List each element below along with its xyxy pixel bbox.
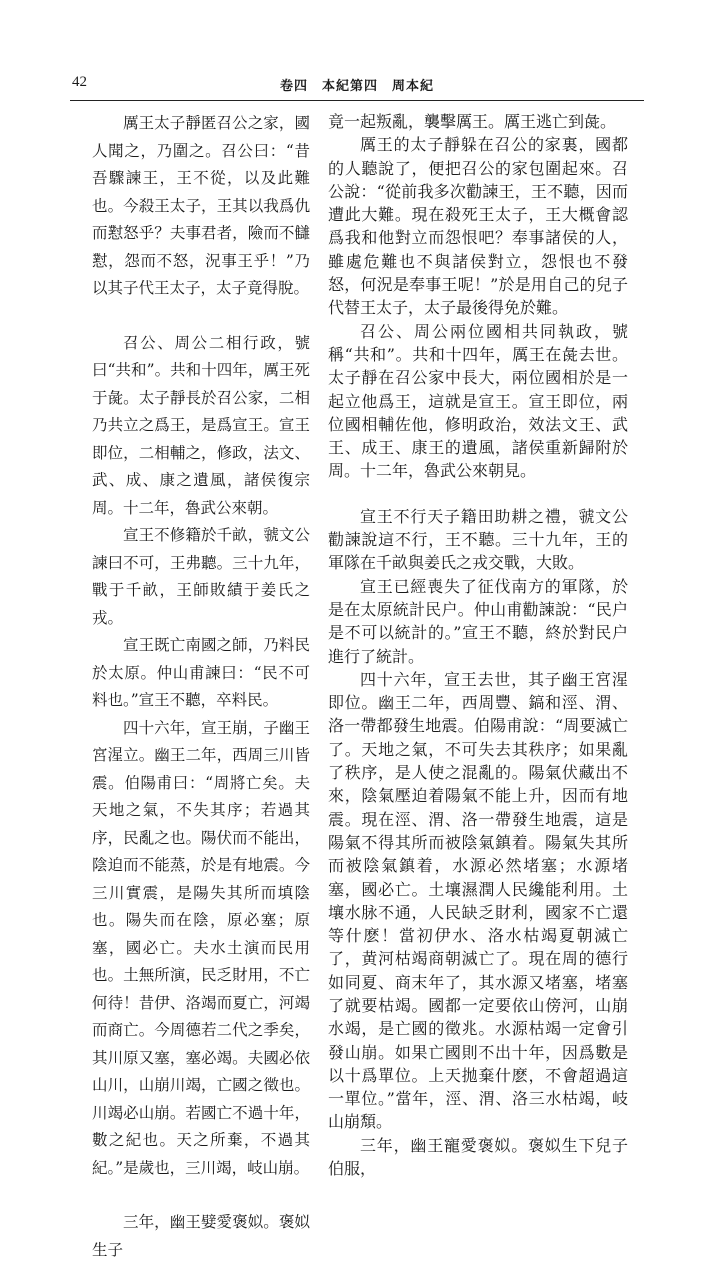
classical-paragraph: 厲王太子靜匿召公之家，國人聞之，乃圍之。召公曰：“昔吾驟諫王，王不從，以及此難也。今殺王太子，王其以我爲仇而懟怒乎？夫事君者，險而不讎懟，怨而不怒，況事王乎！”乃以其子代王太子，太子竟得脫。	[92, 114, 310, 297]
running-head: 卷四 本紀第四 周本紀	[280, 79, 435, 94]
translation-paragraph: 召公、周公兩位國相共同執政，號稱“共和”。共和十四年，厲王在彘去世。太子靜在召公家中長大，兩位國相於是一起立他爲王，這就是宣王。宣王即位，兩位國相輔佐他，修明政治，效法文王、武王、成王、康王的遺風，諸侯重新歸附於周。十二年，魯武公來朝見。	[328, 321, 628, 481]
classical-text-column	[92, 110, 310, 1264]
classical-paragraph: 召公、周公二相行政，號曰“共和”。共和十四年，厲王死于彘。太子靜長於召公家，二相乃共立之爲王，是爲宣王。宣王即位，二相輔之，修政，法文、武、成、康之遺風，諸侯復宗周。十二年，魯武公來朝。	[92, 333, 310, 517]
translation-paragraph: 宣王已經喪失了征伐南方的軍隊，於是在太原統計民户。仲山甫勸諫說：“民户是不可以統計的。”宣王不聽，終於對民户進行了統計。	[328, 576, 628, 666]
translation-column	[328, 110, 628, 1180]
section-gap	[328, 483, 628, 505]
translation-paragraph: 厲王的太子靜躲在召公的家裏，國都的人聽說了，便把召公的家包圍起來。召公說：“從前我多次勸諫王，王不聽，因而遭此大難。現在殺死王太子，王大概會認爲我和他對立而怨恨吧？奉事諸侯的人，雖處危難也不與諸侯對立，怨恨也不發怒，何況是奉事王呢！”於是用自己的兒子代替王太子，太子最後得免於難。	[328, 135, 628, 318]
classical-paragraph: 四十六年，宣王崩，子幽王宮湦立。幽王二年，西周三川皆震。伯陽甫曰：“周將亡矣。夫天地之氣，不失其序；若過其序，民亂之也。陽伏而不能出，陰迫而不能蒸，於是有地震。今三川實震，是陽失其所而填陰也。陽失而在陰，原必塞；原塞，國必亡。夫水土演而民用也。土無所演，民乏財用，不亡何待！昔伊、洛竭而夏亡，河竭而商亡。今周德若二代之季矣，其川原又塞，塞必竭。夫國必依山川，山崩川竭，亡國之徵也。川竭必山崩。若國亡不過十年，數之紀也。天之所棄，不過其紀。”是歲也，三川竭，岐山崩。	[92, 718, 310, 1177]
page-header	[70, 70, 644, 101]
classical-paragraph: 三年，幽王嬖愛褒姒。褒姒生子	[92, 1213, 310, 1259]
translation-paragraph: 四十六年，宣王去世，其子幽王宮湦即位。幽王二年，西周豐、鎬和涇、渭、洛一帶都發生地震。伯陽甫說：“周要滅亡了。天地之氣，不可失去其秩序；如果亂了秩序，是人使之混亂的。陽氣伏藏出不來，陰氣壓迫着陽氣不能上升，因而有地震。現在涇、渭、洛一帶發生地震，這是陽氣不得其所而被陰氣鎮着。陽氣失其所而被陰氣鎮着，水源必然堵塞；水源堵塞，國必亡。土壤濕潤人民纔能利用。土壤水脉不通，人民缺乏財利，國家不亡還等什麽！當初伊水、洛水枯竭夏朝滅亡了，黄河枯竭商朝滅亡了。現在周的德行如同夏、商末年了，其水源又堵塞，堵塞了就要枯竭。國都一定要依山傍河，山崩水竭，是亡國的徵兆。水源枯竭一定會引發山崩。如果亡國則不出十年，因爲數是以十爲單位。上天拋棄什麽，不會超過這一單位。”當年，涇、渭、洛三水枯竭，岐山崩頽。	[328, 669, 628, 1132]
page-number: 42	[72, 74, 87, 90]
translation-paragraph: 宣王不行天子籍田助耕之禮，虢文公勸諫說這不行，王不聽。三十九年，王的軍隊在千畝與姜氏之戎交戰，大敗。	[328, 506, 628, 573]
section-gap	[92, 1182, 310, 1209]
translation-paragraph: 竟一起叛亂，襲擊厲王。厲王逃亡到彘。	[328, 112, 617, 131]
classical-paragraph: 宣王既亡南國之師，乃料民於太原。仲山甫諫曰：“民不可料也。”宣王不聽，卒料民。	[92, 636, 310, 709]
translation-paragraph: 三年，幽王寵愛褒姒。褒姒生下兒子伯服，	[328, 1135, 628, 1179]
section-gap	[92, 303, 310, 330]
classical-paragraph: 宣王不修籍於千畝，虢文公諫曰不可，王弗聽。三十九年，戰于千畝，王師敗績于姜氏之戎。	[92, 526, 310, 627]
